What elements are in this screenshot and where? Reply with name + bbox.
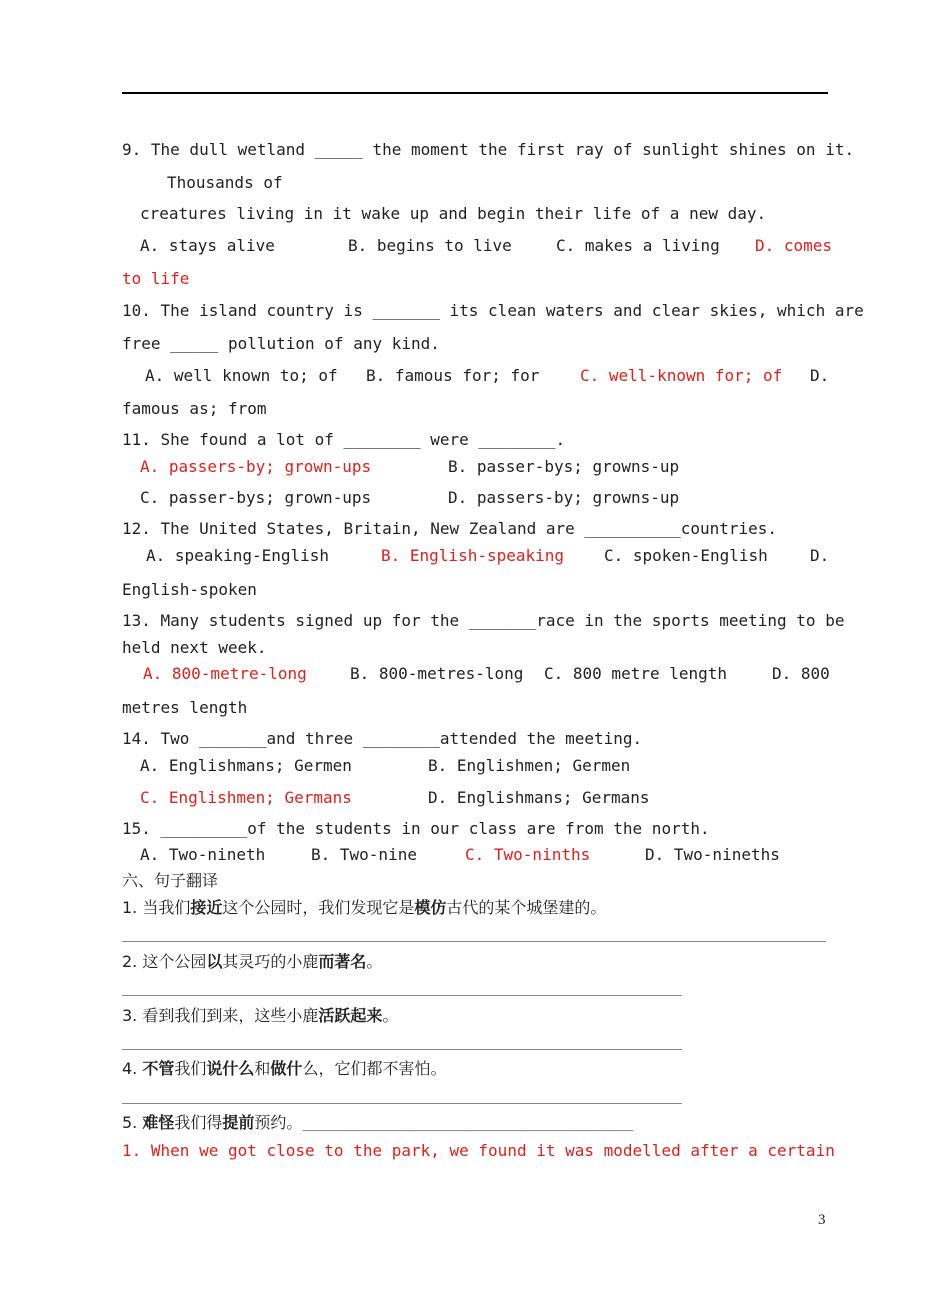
q10-option-a: A. well known to; of [145, 366, 338, 385]
answer-blank-line [122, 995, 682, 996]
q10-option-d: D. [810, 366, 830, 385]
q15-option-c-answer: C. Two-ninths [465, 845, 591, 864]
header-rule [122, 92, 828, 94]
q15-option-d: D. Two-nineths [645, 845, 780, 864]
page-number: 3 [818, 1212, 826, 1228]
q12-option-d-cont: English-spoken [122, 580, 257, 599]
q10-stem-cont: free _____ pollution of any kind. [122, 334, 440, 353]
translation-item-5: 5. 难怪我们得提前预约。_______________________________________________ [122, 1113, 633, 1132]
q10-stem: 10. The island country is _______ its clean waters and clear skies, which are [122, 301, 864, 320]
q13-stem: 13. Many students signed up for the _______race in the sports meeting to be [122, 611, 845, 630]
answer-blank-line [122, 941, 826, 942]
q11-option-b: B. passer-bys; growns-up [448, 457, 680, 476]
q9-option-d-cont: to life [122, 269, 190, 288]
translation-item-1: 1. 当我们接近这个公园时，我们发现它是模仿古代的某个城堡建的。 [122, 898, 607, 917]
q13-option-d: D. 800 [772, 664, 830, 683]
q14-option-c-answer: C. Englishmen; Germans [140, 788, 352, 807]
q10-option-d-cont: famous as; from [122, 399, 267, 418]
q15-stem: 15. _________of the students in our class are from the north. [122, 819, 710, 838]
q15-option-b: B. Two-nine [311, 845, 417, 864]
q10-option-c-answer: C. well-known for; of [580, 366, 783, 385]
q12-option-c: C. spoken-English [604, 546, 768, 565]
q11-option-c: C. passer-bys; grown-ups [140, 488, 372, 507]
q9-option-a: A. stays alive [140, 236, 275, 255]
translation-item-2: 2. 这个公园以其灵巧的小鹿而著名。 [122, 952, 383, 971]
q14-option-b: B. Englishmen; Germen [428, 756, 631, 775]
q10-option-b: B. famous for; for [366, 366, 540, 385]
answer-blank-line [122, 1049, 682, 1050]
q11-option-a-answer: A. passers-by; grown-ups [140, 457, 372, 476]
q9-stem-cont: creatures living in it wake up and begin their life of a new day. [140, 204, 767, 223]
q13-stem-cont: held next week. [122, 638, 267, 657]
q14-option-a: A. Englishmans; Germen [140, 756, 352, 775]
q12-stem: 12. The United States, Britain, New Zealand are __________countries. [122, 519, 778, 538]
translation-item-4: 4. 不管我们说什么和做什么，它们都不害怕。 [122, 1059, 447, 1078]
q12-option-a: A. speaking-English [146, 546, 330, 565]
q13-option-a-answer: A. 800-metre-long [143, 664, 307, 683]
q9-stem: 9. The dull wetland _____ the moment the first ray of sunlight shines on it. [122, 140, 855, 159]
q15-option-a: A. Two-nineth [140, 845, 266, 864]
q14-stem: 14. Two _______and three ________attended the meeting. [122, 729, 643, 748]
q13-option-b: B. 800-metres-long [350, 664, 524, 683]
section-heading: 六、句子翻译 [122, 871, 219, 890]
q9-option-d-answer: D. comes [755, 236, 833, 255]
q14-option-d: D. Englishmans; Germans [428, 788, 650, 807]
q12-option-b-answer: B. English-speaking [381, 546, 565, 565]
q11-option-d: D. passers-by; growns-up [448, 488, 680, 507]
q12-option-d: D. [810, 546, 830, 565]
q9-option-b: B. begins to live [348, 236, 512, 255]
q13-option-d-cont: metres length [122, 698, 248, 717]
answer-blank-line [122, 1103, 682, 1104]
q11-stem: 11. She found a lot of ________ were ________. [122, 430, 566, 449]
answer-1: 1. When we got close to the park, we found it was modelled after a certain [122, 1141, 835, 1160]
q9-option-c: C. makes a living [556, 236, 720, 255]
q13-option-c: C. 800 metre length [544, 664, 728, 683]
translation-item-3: 3. 看到我们到来，这些小鹿活跃起来。 [122, 1006, 399, 1025]
q9-stem-cont: Thousands of [167, 173, 283, 192]
